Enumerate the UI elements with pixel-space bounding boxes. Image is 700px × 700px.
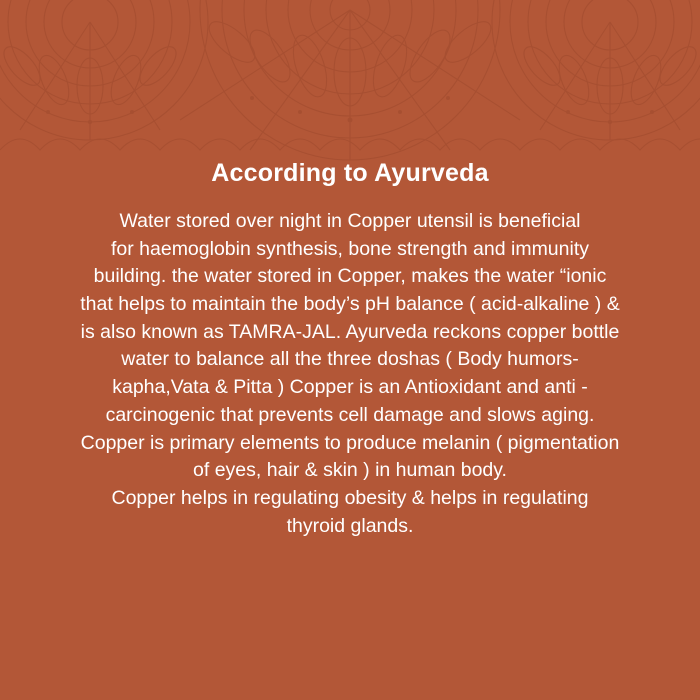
body-paragraph	[16, 208, 684, 540]
body-line: water to balance all the three doshas ( Body humors-	[121, 348, 579, 371]
body-line: carcinogenic that prevents cell damage and slows aging.	[105, 403, 595, 426]
page-title: According to Ayurveda	[211, 159, 489, 187]
body-line: Water stored over night in Copper utensil is beneficial	[119, 210, 581, 232]
body-line: kapha,Vata & Pitta ) Copper is an Antioxidant and anti -	[112, 376, 588, 399]
body-line: is also known as TAMRA-JAL. Ayurveda reckons copper bottle	[80, 320, 620, 343]
body-line: for haemoglobin synthesis, bone strength and immunity	[110, 237, 590, 260]
body-line: thyroid glands.	[286, 514, 414, 537]
body-line: Copper helps in regulating obesity & helps in regulating	[111, 486, 589, 509]
body-line: building. the water stored in Copper, makes the water “ionic	[93, 265, 607, 288]
body-line: of eyes, hair & skin ) in human body.	[193, 459, 507, 482]
body-line: Copper is primary elements to produce melanin ( pigmentation	[80, 431, 620, 454]
body-line: that helps to maintain the body’s pH balance ( acid-alkaline ) &	[80, 293, 620, 316]
